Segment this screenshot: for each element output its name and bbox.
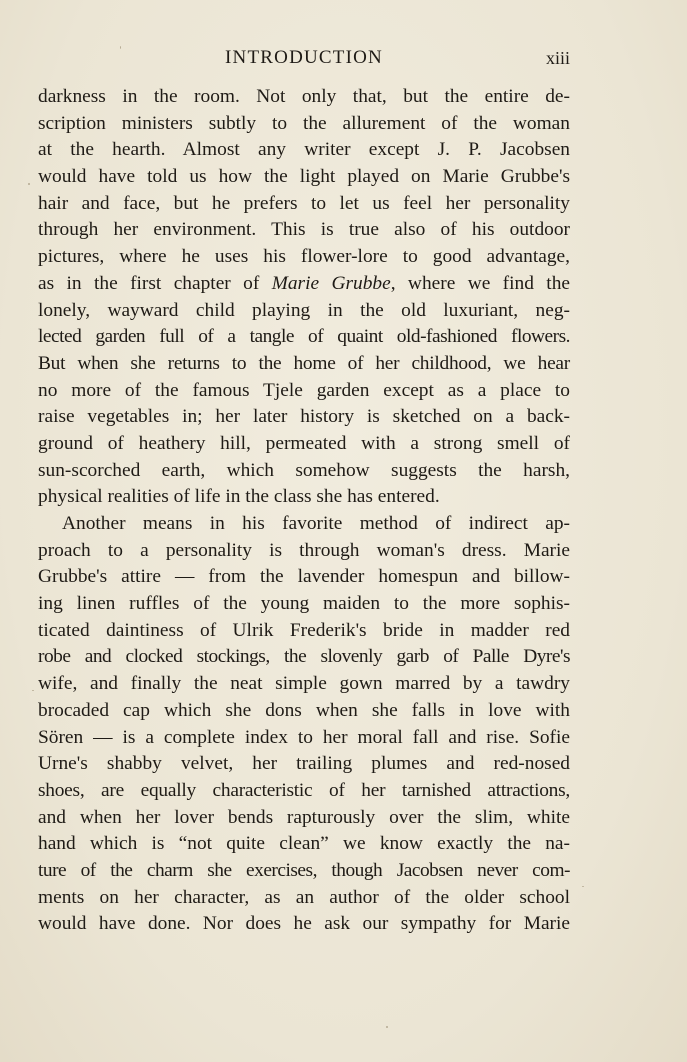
text-line: hand which is “not quite clean” we know exactly the na- <box>38 833 570 855</box>
paragraph-first-line: Another means in his favorite method of indirect ap- <box>62 513 570 534</box>
text-line: ground of heathery hill, permeated with a strong smell of <box>38 432 570 454</box>
book-title-italic: Marie Grubbe <box>271 272 391 294</box>
text-line: Grubbe's attire — from the lavender homespun and billow- <box>38 566 570 588</box>
text-line: But when she returns to the home of her childhood, we hear <box>38 352 570 374</box>
running-head: INTRODUCTION <box>225 47 383 68</box>
text-line: ture of the charm she exercises, though Jacobsen never com- <box>38 859 570 881</box>
body-text <box>38 84 570 938</box>
text-line: shoes, are equally characteristic of her tarnished attractions, <box>38 779 570 801</box>
text-line: would have done. Nor does he ask our sympathy for Marie <box>38 913 570 935</box>
text-line: scription ministers subtly to the allurement of the woman <box>38 112 570 134</box>
text-line: ing linen ruffles of the young maiden to the more sophis- <box>38 593 570 615</box>
text-line: ticated daintiness of Ulrik Frederik's bride in madder red <box>38 619 570 641</box>
text-line: pictures, where he uses his flower-lore to good advantage, <box>38 246 570 268</box>
text-line: at the hearth. Almost any writer except J. P. Jacobsen <box>38 139 570 161</box>
text-run: , where we find the <box>390 272 570 294</box>
text-line: brocaded cap which she dons when she falls in love with <box>38 699 570 721</box>
text-line: would have told us how the light played on Marie Grubbe's <box>38 166 570 188</box>
text-line: through her environment. This is true also of his outdoor <box>38 219 570 241</box>
text-line: no more of the famous Tjele garden except as a place to <box>38 379 570 401</box>
text-line: sun-scorched earth, which somehow suggests the harsh, <box>38 459 570 481</box>
text-line: Urne's shabby velvet, her trailing plumes and red-nosed <box>38 753 570 775</box>
text-line: lected garden full of a tangle of quaint old-fashioned flowers. <box>38 326 570 348</box>
page-number: xiii <box>545 48 570 68</box>
text-line: lonely, wayward child playing in the old luxuriant, neg- <box>38 299 570 321</box>
text-line: robe and clocked stockings, the slovenly garb of Palle Dyre's <box>38 646 570 668</box>
paper-speck <box>582 886 584 887</box>
text-line-with-title <box>38 271 570 298</box>
text-line: and when her lover bends rapturously over the slim, white <box>38 806 570 828</box>
text-run: as in the first chapter of <box>38 272 272 294</box>
paper-speck <box>28 183 30 185</box>
text-line: darkness in the room. Not only that, but the entire de- <box>38 86 570 107</box>
text-line: raise vegetables in; her later history is sketched on a back- <box>38 406 570 428</box>
text-line: Sören — is a complete index to her moral fall and rise. Sofie <box>38 726 570 748</box>
text-line: proach to a personality is through woman's dress. Marie <box>38 539 570 561</box>
paper-speck <box>386 1026 388 1028</box>
text-line: ments on her character, as an author of the older school <box>38 886 570 908</box>
text-line: wife, and finally the neat simple gown marred by a tawdry <box>38 673 570 695</box>
text-line: physical realities of life in the class she has entered. <box>38 486 440 508</box>
paper-speck <box>32 690 34 691</box>
paper-speck <box>120 46 121 49</box>
page-header <box>38 46 570 70</box>
text-line: hair and face, but he prefers to let us feel her personality <box>38 192 570 214</box>
